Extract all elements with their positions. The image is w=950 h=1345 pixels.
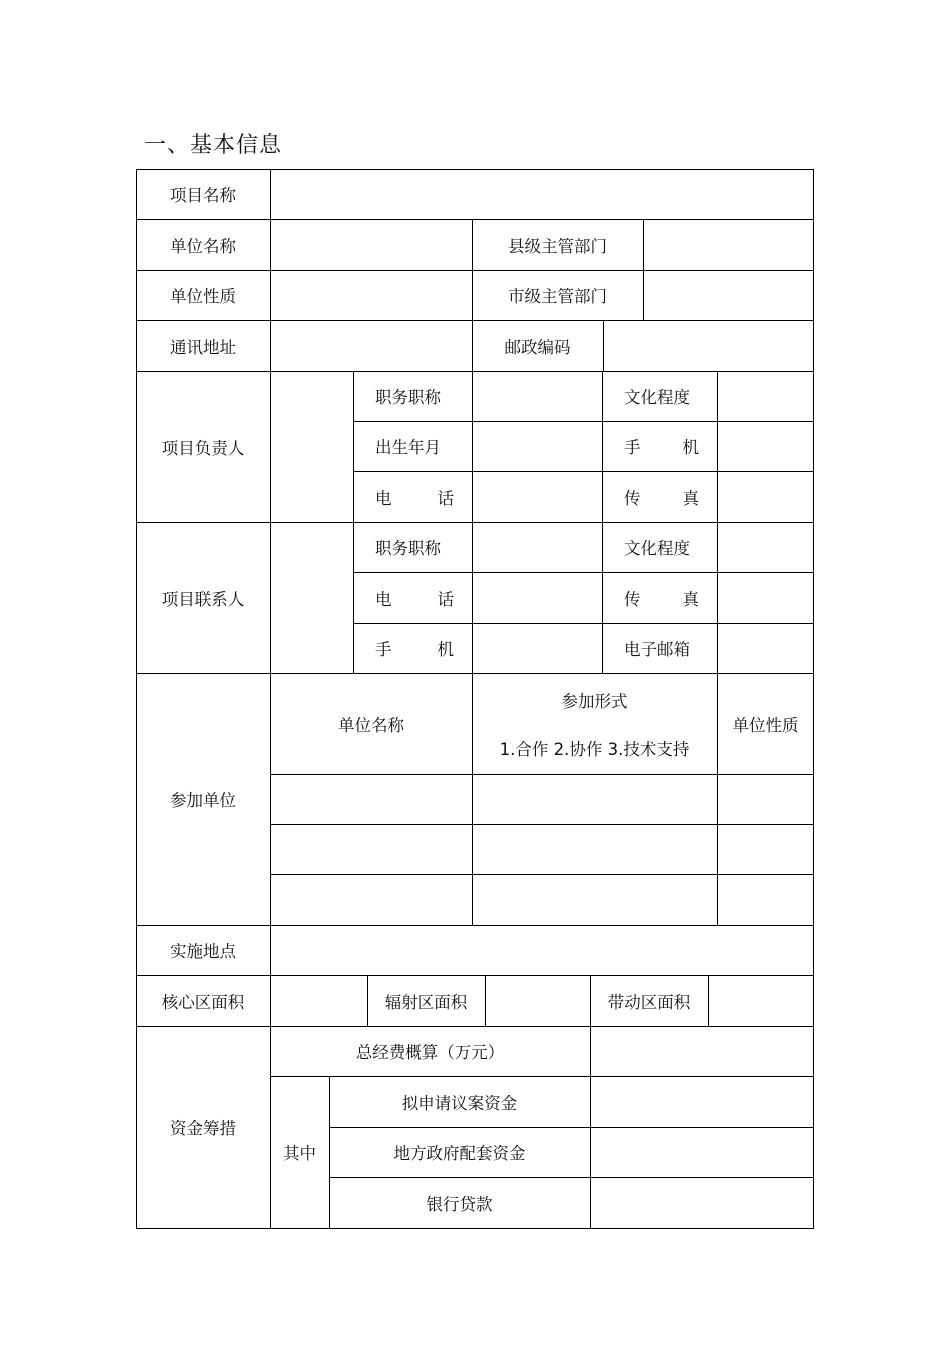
participant-3-nature-field[interactable] (718, 875, 813, 925)
funding-loan-label: 银行贷款 (426, 1194, 493, 1214)
participant-1-nature-field[interactable] (718, 775, 813, 824)
driven-area-field[interactable] (709, 976, 813, 1026)
participant-3-form-field[interactable] (473, 875, 717, 925)
contact-name-field[interactable] (271, 523, 353, 673)
contact-phone-label (353, 572, 472, 623)
project-name-label: 项目名称 (170, 186, 236, 205)
project-name-field[interactable] (271, 170, 813, 219)
funding-among-label: 其中 (283, 1144, 316, 1163)
section-title: 一、基本信息 (144, 133, 283, 158)
county-dept-label: 县级主管部门 (508, 236, 607, 256)
contact-education-field[interactable] (718, 523, 813, 572)
leader-fax-field[interactable] (718, 472, 813, 522)
participants-col-form (472, 673, 717, 774)
participant-2-form-field[interactable] (473, 825, 717, 874)
funding-total-label: 总经费概算（万元） (355, 1043, 505, 1062)
funding-apply-field[interactable] (591, 1077, 813, 1127)
contact-mobile-label (353, 623, 472, 673)
postcode-label: 邮政编码 (504, 337, 571, 357)
address-field[interactable] (271, 321, 472, 371)
leader-title-label: 职务职称 (375, 388, 441, 407)
radiation-area-field[interactable] (486, 976, 590, 1026)
leader-label: 项目负责人 (161, 438, 245, 458)
contact-mobile-field[interactable] (473, 624, 602, 673)
unit-name-label: 单位名称 (170, 236, 236, 256)
leader-phone-field[interactable] (473, 472, 602, 522)
participants-col-form-options: 1.合作 2.协作 3.技术支持 (499, 739, 690, 759)
city-dept-field[interactable] (644, 271, 813, 320)
leader-mobile-field[interactable] (718, 422, 813, 471)
contact-fax-label (602, 572, 717, 623)
leader-mobile-label (602, 421, 717, 471)
participants-col-form-title: 参加形式 (561, 691, 628, 711)
driven-area-label: 带动区面积 (607, 992, 691, 1012)
leader-name-field[interactable] (271, 372, 353, 522)
city-dept-label: 市级主管部门 (508, 287, 607, 306)
leader-fax-label (602, 471, 717, 522)
participant-1-name-field[interactable] (271, 775, 472, 824)
leader-fax-label-b: 真 (682, 488, 699, 508)
participant-3-name-field[interactable] (271, 875, 472, 925)
leader-education-label: 文化程度 (624, 388, 690, 407)
leader-education-field[interactable] (718, 372, 813, 421)
site-field[interactable] (271, 926, 813, 975)
leader-mobile-label-a: 手 (624, 438, 641, 457)
leader-phone-label-a: 电 (375, 488, 392, 508)
funding-loan-field[interactable] (591, 1178, 813, 1228)
leader-mobile-label-b: 机 (682, 438, 699, 457)
funding-local-label: 地方政府配套资金 (393, 1144, 526, 1163)
participant-1-form-field[interactable] (473, 775, 717, 824)
leader-phone-label (353, 471, 472, 522)
funding-total-field[interactable] (591, 1027, 813, 1076)
core-area-label: 核心区面积 (161, 992, 245, 1012)
funding-local-field[interactable] (591, 1128, 813, 1177)
contact-phone-label-b: 话 (437, 589, 454, 609)
funding-apply-label: 拟申请议案资金 (401, 1093, 518, 1113)
core-area-field[interactable] (271, 976, 367, 1026)
site-label: 实施地点 (170, 942, 236, 961)
contact-email-field[interactable] (718, 624, 813, 673)
leader-fax-label-a: 传 (624, 488, 641, 508)
contact-fax-field[interactable] (718, 573, 813, 623)
contact-phone-label-a: 电 (375, 589, 392, 609)
unit-nature-label: 单位性质 (170, 287, 236, 306)
contact-title-field[interactable] (473, 523, 602, 572)
radiation-area-label: 辐射区面积 (384, 992, 468, 1012)
participants-col-unit-nature: 单位性质 (732, 715, 799, 735)
contact-email-label: 电子邮箱 (624, 640, 690, 659)
contact-mobile-label-b: 机 (437, 640, 454, 659)
participants-label: 参加单位 (170, 791, 236, 810)
leader-birth-label: 出生年月 (375, 438, 441, 457)
participant-2-nature-field[interactable] (718, 825, 813, 874)
contact-education-label: 文化程度 (624, 539, 690, 558)
unit-name-field[interactable] (271, 220, 472, 270)
contact-title-label: 职务职称 (375, 539, 441, 558)
contact-phone-field[interactable] (473, 573, 602, 623)
leader-phone-label-b: 话 (437, 488, 454, 508)
contact-label: 项目联系人 (161, 589, 245, 609)
contact-fax-label-a: 传 (624, 589, 641, 609)
contact-mobile-label-a: 手 (375, 640, 392, 659)
address-label: 通讯地址 (170, 337, 236, 357)
contact-fax-label-b: 真 (682, 589, 699, 609)
leader-title-field[interactable] (473, 372, 602, 421)
county-dept-field[interactable] (644, 220, 813, 270)
participant-2-name-field[interactable] (271, 825, 472, 874)
unit-nature-field[interactable] (271, 271, 472, 320)
funding-label: 资金筹措 (170, 1119, 236, 1138)
leader-birth-field[interactable] (473, 422, 602, 471)
postcode-field[interactable] (604, 321, 813, 371)
participants-col-unit-name: 单位名称 (338, 715, 404, 735)
